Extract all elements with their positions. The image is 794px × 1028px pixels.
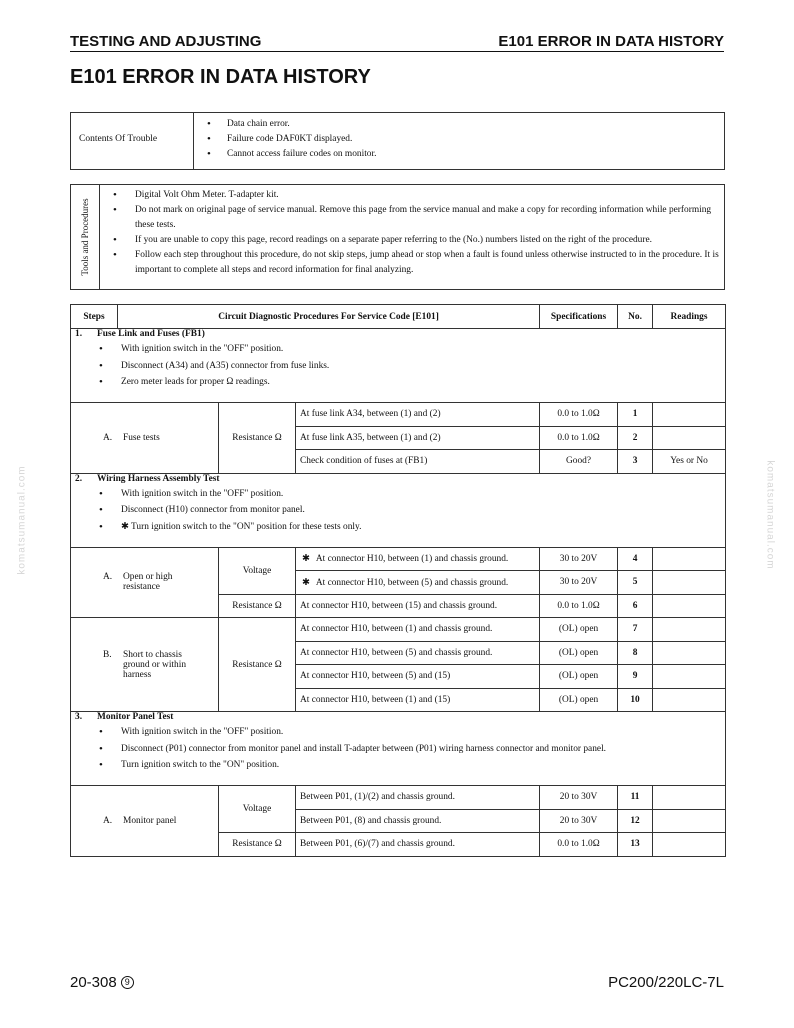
reading-cell[interactable] bbox=[653, 618, 726, 642]
list-item: • With ignition switch in the "OFF" position. bbox=[75, 486, 721, 503]
col-header-readings: Readings bbox=[653, 305, 726, 329]
section-title: 3. Monitor Panel Test bbox=[75, 712, 174, 722]
test-description: At connector H10, between (1) and (15) bbox=[296, 688, 540, 712]
test-description: Between P01, (6)/(7) and chassis ground. bbox=[296, 833, 540, 857]
reading-cell[interactable] bbox=[653, 426, 726, 450]
col-header-specifications: Specifications bbox=[540, 305, 618, 329]
list-item: • With ignition switch in the "OFF" position. bbox=[75, 341, 721, 358]
test-description: At connector H10, between (5) and chassis ground. bbox=[296, 641, 540, 665]
test-number: 3 bbox=[618, 450, 653, 474]
header-topic: E101 ERROR IN DATA HISTORY bbox=[498, 33, 724, 50]
tools-list bbox=[113, 188, 723, 278]
table-row bbox=[71, 547, 726, 571]
test-type: Resistance Ω bbox=[219, 403, 296, 474]
list-item: • If you are unable to copy this page, record readings on a separate paper referring to the (No.) numbers listed on the right of the procedure. bbox=[113, 233, 723, 248]
sub-step: B. Short to chassis ground or within harness bbox=[71, 618, 219, 712]
test-number: 10 bbox=[618, 688, 653, 712]
list-item: • Zero meter leads for proper Ω readings. bbox=[75, 374, 721, 391]
section-title: 2. Wiring Harness Assembly Test bbox=[75, 473, 220, 484]
spec: 20 to 30V bbox=[540, 809, 618, 833]
spec: 0.0 to 1.0Ω bbox=[540, 833, 618, 857]
test-description: Between P01, (8) and chassis ground. bbox=[296, 809, 540, 833]
table-row bbox=[71, 403, 726, 427]
test-description: At connector H10, between (5) and (15) bbox=[296, 665, 540, 689]
section-1-header bbox=[71, 329, 726, 403]
spec: 0.0 to 1.0Ω bbox=[540, 403, 618, 427]
section-title: 1. Fuse Link and Fuses (FB1) bbox=[75, 329, 205, 339]
page-header bbox=[70, 33, 724, 52]
reading-cell[interactable] bbox=[653, 641, 726, 665]
col-header-steps: Steps bbox=[71, 305, 118, 329]
test-number: 11 bbox=[618, 786, 653, 810]
list-item: • ✱ Turn ignition switch to the "ON" position for these tests only. bbox=[75, 519, 721, 536]
sub-step: A. Open or high resistance bbox=[71, 547, 219, 618]
test-number: 2 bbox=[618, 426, 653, 450]
list-item: • Data chain error. bbox=[201, 117, 376, 132]
watermark-right: komatsumanual.com bbox=[764, 460, 776, 570]
list-item: • Turn ignition switch to the "ON" position. bbox=[75, 757, 721, 774]
sub-step: A. Fuse tests bbox=[71, 403, 219, 474]
trouble-label: Contents Of Trouble bbox=[79, 134, 158, 144]
test-description: Between P01, (1)/(2) and chassis ground. bbox=[296, 786, 540, 810]
spec: (OL) open bbox=[540, 641, 618, 665]
reading-cell[interactable] bbox=[653, 403, 726, 427]
spec: (OL) open bbox=[540, 618, 618, 642]
col-header-procedures: Circuit Diagnostic Procedures For Service Code [E101] bbox=[118, 305, 540, 329]
test-number: 9 bbox=[618, 665, 653, 689]
test-number: 7 bbox=[618, 618, 653, 642]
reading-cell[interactable] bbox=[653, 833, 726, 857]
spec: 0.0 to 1.0Ω bbox=[540, 426, 618, 450]
list-item: • Cannot access failure codes on monitor. bbox=[201, 147, 376, 162]
diagnostic-table bbox=[70, 304, 726, 857]
test-number: 6 bbox=[618, 594, 653, 618]
key-on-icon: ✱ bbox=[302, 554, 310, 565]
contents-of-trouble-box bbox=[70, 112, 725, 170]
list-item: • Digital Volt Ohm Meter. T-adapter kit. bbox=[113, 188, 723, 203]
spec: 20 to 30V bbox=[540, 786, 618, 810]
spec: 0.0 to 1.0Ω bbox=[540, 594, 618, 618]
test-number: 1 bbox=[618, 403, 653, 427]
test-description: At fuse link A35, between (1) and (2) bbox=[296, 426, 540, 450]
test-description: At connector H10, between (1) and chassis ground. bbox=[296, 618, 540, 642]
tools-and-procedures-box bbox=[70, 184, 725, 290]
test-type: Resistance Ω bbox=[219, 594, 296, 618]
test-number: 5 bbox=[618, 571, 653, 595]
reading-cell[interactable] bbox=[653, 688, 726, 712]
list-item: • Disconnect (P01) connector from monitor panel and install T-adapter between (P01) wiring harness connector and monitor panel. bbox=[75, 741, 721, 758]
col-header-no: No. bbox=[618, 305, 653, 329]
test-description: Check condition of fuses at (FB1) bbox=[296, 450, 540, 474]
sub-step: A. Monitor panel bbox=[71, 786, 219, 857]
test-number: 4 bbox=[618, 547, 653, 571]
test-description: ✱ At connector H10, between (1) and chassis ground. bbox=[296, 547, 540, 571]
page-title: E101 ERROR IN DATA HISTORY bbox=[70, 66, 371, 88]
reading-cell[interactable]: Yes or No bbox=[653, 450, 726, 474]
test-description: At connector H10, between (15) and chassis ground. bbox=[296, 594, 540, 618]
reading-cell[interactable] bbox=[653, 594, 726, 618]
test-type: Voltage bbox=[219, 547, 296, 594]
spec: Good? bbox=[540, 450, 618, 474]
spec: 30 to 20V bbox=[540, 571, 618, 595]
list-item: • Disconnect (A34) and (A35) connector from fuse links. bbox=[75, 358, 721, 375]
watermark-left: komatsumanual.com bbox=[16, 465, 28, 575]
reading-cell[interactable] bbox=[653, 547, 726, 571]
spec: (OL) open bbox=[540, 665, 618, 689]
list-item: • Disconnect (H10) connector from monitor panel. bbox=[75, 502, 721, 519]
reading-cell[interactable] bbox=[653, 786, 726, 810]
table-row bbox=[71, 786, 726, 810]
header-section: TESTING AND ADJUSTING bbox=[70, 33, 262, 50]
reading-cell[interactable] bbox=[653, 665, 726, 689]
spec: (OL) open bbox=[540, 688, 618, 712]
table-row bbox=[71, 618, 726, 642]
list-item: • Failure code DAF0KT displayed. bbox=[201, 132, 376, 147]
test-number: 12 bbox=[618, 809, 653, 833]
test-description: ✱ At connector H10, between (5) and chassis ground. bbox=[296, 571, 540, 595]
test-number: 8 bbox=[618, 641, 653, 665]
section-3-header bbox=[71, 712, 726, 786]
list-item: • Do not mark on original page of service manual. Remove this page from the service manual and make a copy for recording information while performing these tests. bbox=[113, 203, 723, 233]
trouble-list bbox=[201, 117, 376, 162]
tools-label: Tools and Procedures bbox=[80, 198, 90, 276]
test-type: Resistance Ω bbox=[219, 833, 296, 857]
revision-badge: 9 bbox=[121, 976, 134, 989]
list-item: • Follow each step throughout this procedure, do not skip steps, jump ahead or stop when a fault is found unless otherwise instructed to in the procedure. It is important to complete all steps and record information for final analyzing. bbox=[113, 248, 723, 278]
page-number: 20-308 9 bbox=[70, 974, 134, 991]
test-description: At fuse link A34, between (1) and (2) bbox=[296, 403, 540, 427]
test-type: Resistance Ω bbox=[219, 618, 296, 712]
key-on-icon: ✱ bbox=[302, 577, 310, 588]
table-header-row bbox=[71, 305, 726, 329]
spec: 30 to 20V bbox=[540, 547, 618, 571]
reading-cell[interactable] bbox=[653, 809, 726, 833]
reading-cell[interactable] bbox=[653, 571, 726, 595]
test-type: Voltage bbox=[219, 786, 296, 833]
section-2-header bbox=[71, 473, 726, 547]
tools-label-cell bbox=[71, 185, 100, 289]
test-number: 13 bbox=[618, 833, 653, 857]
list-item: • With ignition switch in the "OFF" position. bbox=[75, 724, 721, 741]
model-number: PC200/220LC-7L bbox=[608, 974, 724, 991]
